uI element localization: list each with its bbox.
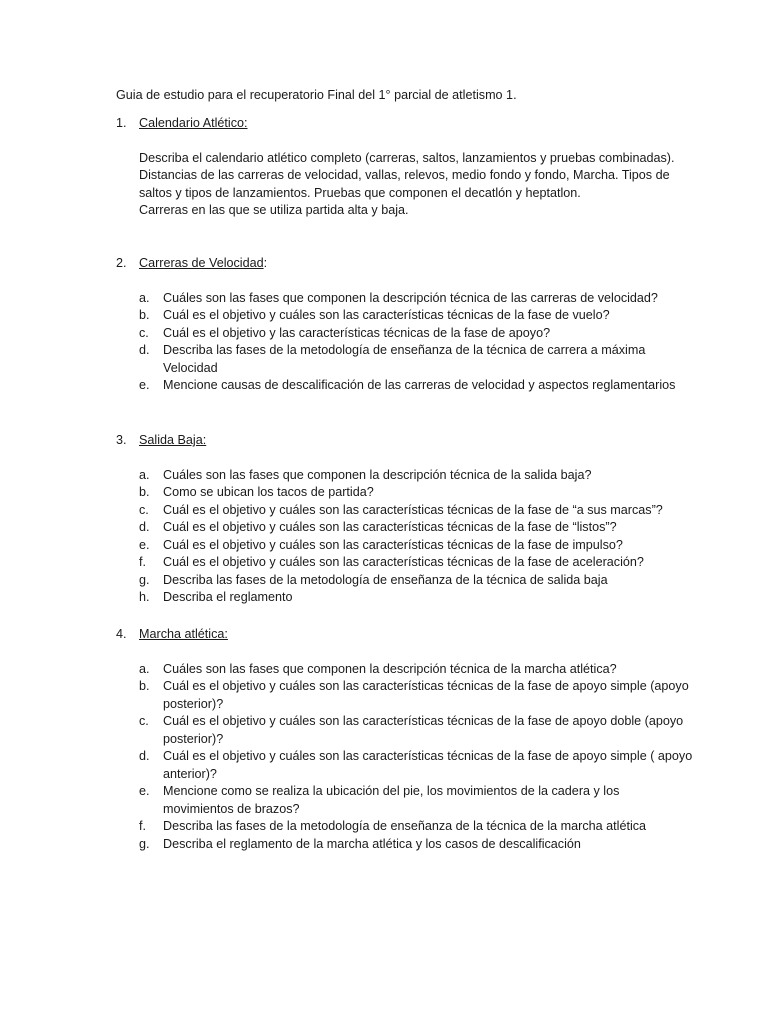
item-text: Cuál es el objetivo y las características técnicas de la fase de apoyo? bbox=[163, 325, 551, 340]
section-calendario bbox=[116, 115, 716, 220]
list-item bbox=[139, 307, 693, 325]
item-text: Cuál es el objetivo y cuáles son las características técnicas de la fase de “a sus marcas”? bbox=[163, 502, 663, 517]
list-item bbox=[139, 589, 693, 607]
list-item bbox=[139, 484, 693, 502]
item-text: Describa las fases de la metodología de enseñanza de la técnica de la marcha atlética bbox=[163, 819, 647, 833]
item-letter: a. bbox=[139, 290, 150, 305]
section-title: Marcha atlética: bbox=[139, 627, 228, 641]
section-marcha bbox=[116, 626, 716, 853]
section-velocidad bbox=[116, 255, 716, 395]
item-text: Mencione como se realiza la ubicación del pie, los movimientos de la cadera y los movimientos de brazos? bbox=[163, 784, 620, 816]
section-number: 4. bbox=[116, 627, 127, 641]
section-heading bbox=[116, 626, 716, 644]
item-letter: d. bbox=[139, 749, 150, 763]
item-letter: b. bbox=[139, 679, 150, 693]
question-list bbox=[116, 661, 716, 854]
list-item bbox=[139, 818, 693, 836]
item-text: Cuál es el objetivo y cuáles son las características técnicas de la fase de apoyo doble (apoyo posterior)? bbox=[163, 714, 684, 746]
section-title-suffix: : bbox=[263, 256, 268, 270]
section-heading bbox=[116, 432, 716, 450]
item-letter: g. bbox=[139, 572, 150, 587]
list-item bbox=[139, 342, 693, 377]
item-text: Cuál es el objetivo y cuáles son las características técnicas de la fase de impulso? bbox=[163, 537, 623, 552]
section-title: Salida Baja: bbox=[139, 433, 207, 447]
item-letter: d. bbox=[139, 343, 150, 357]
list-item bbox=[139, 377, 693, 395]
list-item bbox=[139, 661, 693, 679]
item-text: Describa las fases de la metodología de enseñanza de la técnica de carrera a máxima Velocidad bbox=[163, 343, 646, 375]
item-text: Mencione causas de descalificación de las carreras de velocidad y aspectos reglamentarios bbox=[163, 378, 676, 392]
item-text: Como se ubican los tacos de partida? bbox=[163, 485, 374, 499]
intro-paragraph: Distancias de las carreras de velocidad, vallas, relevos, medio fondo y fondo, Marcha. Tipos de saltos y tipos de lanzamientos. Pruebas que componen el decatlón y heptatlon. bbox=[139, 168, 670, 200]
item-text: Describa el reglamento bbox=[163, 590, 293, 604]
item-letter: f. bbox=[139, 819, 146, 833]
item-text: Cuál es el objetivo y cuáles son las características técnicas de la fase de vuelo? bbox=[163, 308, 610, 322]
item-letter: a. bbox=[139, 661, 150, 676]
list-item bbox=[139, 537, 693, 555]
list-item bbox=[139, 502, 693, 520]
item-letter: g. bbox=[139, 836, 150, 851]
item-letter: h. bbox=[139, 590, 150, 604]
list-item bbox=[139, 467, 693, 485]
list-item bbox=[139, 554, 693, 572]
section-heading bbox=[116, 115, 716, 133]
item-letter: c. bbox=[139, 714, 149, 728]
section-intro bbox=[116, 150, 679, 220]
item-letter: e. bbox=[139, 784, 150, 798]
list-item bbox=[139, 678, 693, 713]
item-letter: a. bbox=[139, 467, 150, 482]
item-letter: e. bbox=[139, 537, 150, 552]
section-heading bbox=[116, 255, 716, 273]
list-item bbox=[139, 290, 693, 308]
item-letter: c. bbox=[139, 325, 149, 340]
item-text: Cuál es el objetivo y cuáles son las características técnicas de la fase de “listos”? bbox=[163, 520, 617, 534]
item-text: Describa el reglamento de la marcha atlética y los casos de descalificación bbox=[163, 836, 581, 851]
section-number: 3. bbox=[116, 433, 127, 447]
question-list bbox=[116, 467, 716, 607]
section-number: 1. bbox=[116, 116, 127, 130]
list-item bbox=[139, 713, 693, 748]
intro-paragraph: Carreras en las que se utiliza partida alta y baja. bbox=[139, 203, 409, 217]
item-text: Cuál es el objetivo y cuáles son las características técnicas de la fase de apoyo simple ( apoyo anterior)? bbox=[163, 749, 693, 781]
list-item bbox=[139, 783, 693, 818]
list-item bbox=[139, 519, 693, 537]
section-title: Calendario Atlético: bbox=[139, 116, 248, 130]
item-text: Cuál es el objetivo y cuáles son las características técnicas de la fase de aceleración? bbox=[163, 555, 644, 569]
list-item bbox=[139, 572, 693, 590]
list-item bbox=[139, 325, 693, 343]
item-letter: e. bbox=[139, 378, 150, 392]
item-text: Cuáles son las fases que componen la descripción técnica de la marcha atlética? bbox=[163, 661, 617, 676]
item-text: Cuáles son las fases que componen la descripción técnica de las carreras de velocidad? bbox=[163, 290, 658, 305]
question-list bbox=[116, 290, 716, 395]
list-item bbox=[139, 836, 693, 854]
item-text: Cuál es el objetivo y cuáles son las características técnicas de la fase de apoyo simple (apoyo posterior)? bbox=[163, 679, 689, 711]
item-letter: c. bbox=[139, 502, 149, 517]
intro-paragraph: Describa el calendario atlético completo (carreras, saltos, lanzamientos y pruebas combinadas). bbox=[139, 150, 675, 165]
item-letter: b. bbox=[139, 485, 150, 499]
section-number: 2. bbox=[116, 256, 127, 270]
item-letter: f. bbox=[139, 555, 146, 569]
list-item bbox=[139, 748, 693, 783]
document-title: Guia de estudio para el recuperatorio Final del 1° parcial de atletismo 1. bbox=[116, 88, 517, 102]
item-text: Cuáles son las fases que componen la descripción técnica de la salida baja? bbox=[163, 467, 592, 482]
section-title: Carreras de Velocidad bbox=[139, 256, 264, 270]
item-text: Describa las fases de la metodología de enseñanza de la técnica de salida baja bbox=[163, 572, 608, 587]
item-letter: d. bbox=[139, 520, 150, 534]
section-salida-baja bbox=[116, 432, 716, 607]
item-letter: b. bbox=[139, 308, 150, 322]
